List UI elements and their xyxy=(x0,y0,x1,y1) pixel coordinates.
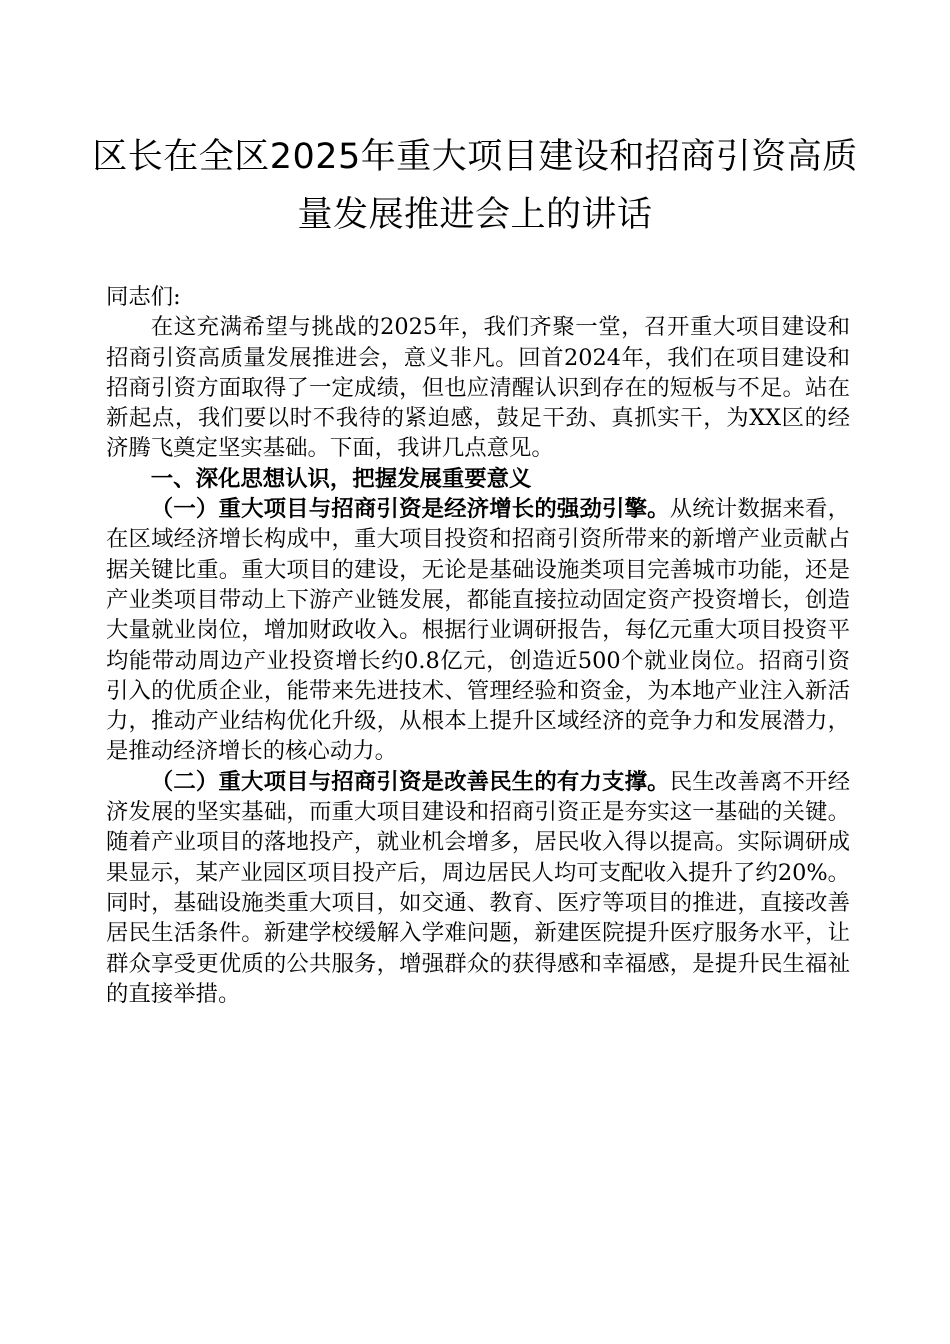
document-body xyxy=(106,282,850,1009)
paragraph-1-lead: （一）重大项目与招商引资是经济增长的强劲引擎。 xyxy=(150,496,670,523)
section-heading-1: 一、深化思想认识，把握发展重要意义 xyxy=(150,465,532,492)
salutation: 同志们: xyxy=(106,284,181,310)
paragraph-2-body: 民生改善离不开经济发展的坚实基础，而重大项目建设和招商引资正是夯实这一基础的关键。随着产业项目的落地投产，就业机会增多，居民收入得以提高。实际调研成果显示，某产业园区项目投产后，周边居民人均可支配收入提升了约20%。同时，基础设施类重大项目，如交通、教育、医疗等项目的推进，直接改善居民生活条件。新建学校缓解入学难问题，新建医院提升医疗服务水平，让群众享受更优质的公共服务，增强群众的获得感和幸福感，是提升民生福祉的直接举措。 xyxy=(106,768,851,1007)
intro-paragraph: 在这充满希望与挑战的2025年，我们齐聚一堂，召开重大项目建设和招商引资高质量发展推进会，意义非凡。回首2024年，我们在项目建设和招商引资方面取得了一定成绩，但也应清醒认识到存在的短板与不足。站在新起点，我们要以时不我待的紧迫感，鼓足干劲、真抓实干，为XX区的经济腾飞奠定坚实基础。下面，我讲几点意见。 xyxy=(106,314,850,462)
paragraph-2 xyxy=(106,767,850,1009)
document-title: 区长在全区2025年重大项目建设和招商引资高质量发展推进会上的讲话 xyxy=(92,137,858,235)
paragraph-1-body: 从统计数据来看，在区域经济增长构成中，重大项目投资和招商引资所带来的新增产业贡献占据关键比重。重大项目的建设，无论是基础设施类项目完善城市功能，还是产业类项目带动上下游产业链发展，都能直接拉动固定资产投资增长，创造大量就业岗位，增加财政收入。根据行业调研报告，每亿元重大项目投资平均能带动周边产业投资增长约0.8亿元，创造近500个就业岗位。招商引资引入的优质企业，能带来先进技术、管理经验和资金，为本地产业注入新活力，推动产业结构优化升级，从根本上提升区域经济的竞争力和发展潜力，是推动经济增长的核心动力。 xyxy=(106,496,851,765)
paragraph-1 xyxy=(106,494,850,767)
paragraph-2-lead: （二）重大项目与招商引资是改善民生的有力支撑。 xyxy=(150,768,670,795)
